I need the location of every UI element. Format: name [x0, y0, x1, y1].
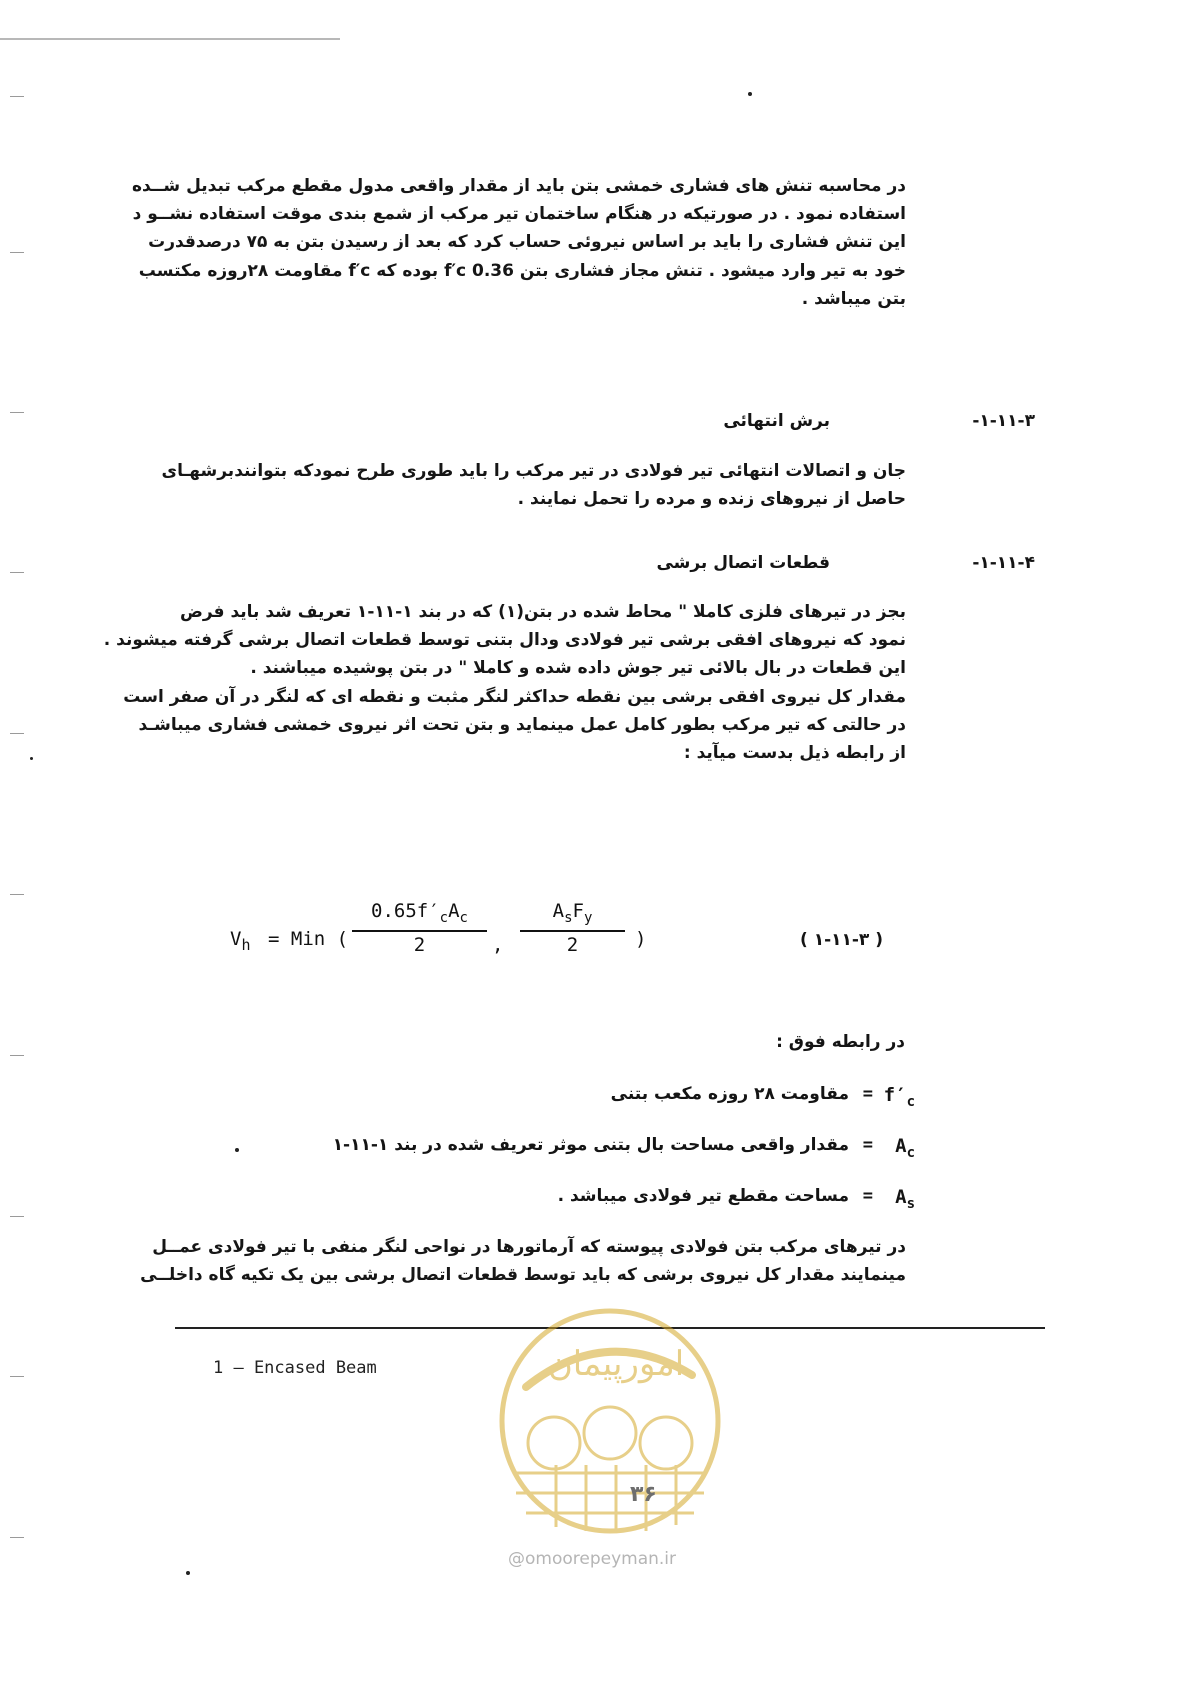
- text-line: جان و اتصالات انتهائی تیر فولادی در تیر مرکب را باید طوری طرح نمودکه بتوانندبرشهـای: [161, 461, 906, 481]
- text-line: مینمایند مقدار کل نیروی برشی که باید توسط قطعات اتصال برشی بین یک تکیه گاه داخلــی: [140, 1265, 906, 1286]
- text-line: در حالتی که تیر مرکب بطور کامل عمل مینماید و بتن تحت اثر نیروی خمشی فشاری میباشـد: [138, 714, 906, 735]
- equation-fraction-steel: $A_sF_y$ 2: [520, 900, 625, 956]
- definition-text: مساحت مقطع تیر فولادی میباشد .: [557, 1186, 849, 1206]
- watermark: @omoorepeyman.ir: [508, 1549, 677, 1569]
- equation-close-paren: ): [635, 928, 647, 950]
- text-line: از رابطه ذیل بدست میآید :: [683, 743, 906, 764]
- scan-speck: [748, 92, 752, 96]
- margin-mark: [10, 412, 24, 413]
- equation-comma: ,: [492, 934, 504, 956]
- margin-mark: [10, 1537, 24, 1538]
- footnote: 1 — Encased Beam: [213, 1358, 377, 1378]
- text-line: این تنش فشاری را باید بر اساس نیروئی حساب کرد که بعد از رسیدن بتن به ۷۵ درصدقدرت: [148, 232, 906, 253]
- margin-mark: [10, 1055, 24, 1056]
- section-title: قطعات اتصال برشی: [656, 553, 830, 573]
- text-line: در تیرهای مرکب بتن فولادی پیوسته که آرماتورها در نواحی لنگر منفی با تیر فولادی عمــل: [152, 1237, 906, 1257]
- text-line: نمود که نیروهای افقی برشی تیر فولادی ودال بتنی توسط قطعات اتصال برشی گرفته میشوند .: [103, 630, 906, 651]
- stamp-text: امورپیمان: [547, 1344, 685, 1384]
- scan-speck: [186, 1571, 190, 1575]
- text-line: مقدار کل نیروی افقی برشی بین نقطه حداکثر لنگر مثبت و نقطه ای که لنگر در آن صفر است: [123, 686, 906, 707]
- section-number: ۱-۱۱-۴-: [972, 553, 1035, 573]
- text-line: استفاده نمود . در صورتیکه در هنگام ساختمان تیر مرکب از شمع بندی موقت استفاده نشــو د: [132, 204, 906, 225]
- omoore-peyman-stamp: [496, 1305, 724, 1537]
- symbol-ac: $A_c$: [895, 1135, 915, 1161]
- symbol-fc: $f'_c$: [883, 1084, 915, 1110]
- section-number: ۱-۱۱-۳-: [972, 411, 1035, 431]
- margin-mark: [10, 252, 24, 253]
- definitions-intro: در رابطه فوق :: [776, 1032, 905, 1052]
- margin-mark: [10, 96, 24, 97]
- text-line: بتن میباشد .: [801, 288, 906, 309]
- definition-fc: $f'_c$ = مقاومت ۲۸ روزه مکعب بتنی: [610, 1084, 915, 1110]
- paragraph-web-connections: [161, 457, 906, 513]
- text-line: در محاسبه تنش های فشاری خمشی بتن باید از مقدار واقعی مدول مقطع مرکب تبدیل شــده: [131, 176, 906, 196]
- text-line: خود به تیر وارد میشود . تنش مجاز فشاری بتن 0.36 f′c بوده که f′c مقاومت ۲۸روزه مکتسب: [138, 260, 906, 281]
- text-line: حاصل از نیروهای زنده و مرده را تحمل نمایند .: [517, 489, 906, 510]
- margin-mark: [10, 1216, 24, 1217]
- text-line: این قطعات در بال بالائی تیر جوش داده شده و کاملا " در بتن پوشیده میباشند .: [250, 658, 906, 679]
- equation-fraction-concrete: $0.65f'_cA_c$ 2: [352, 900, 487, 956]
- paragraph-horizontal-shear: [103, 598, 906, 767]
- equation-reference: ( ۱-۱۱-۳ ): [800, 930, 883, 950]
- text-line: بجز در تیرهای فلزی کاملا " محاط شده در بتن(۱) که در بند ۱-۱۱-۱ تعریف شد باید فرض: [179, 602, 906, 622]
- margin-mark: [10, 733, 24, 734]
- definition-as: $A_s$ = مساحت مقطع تیر فولادی میباشد .: [557, 1186, 915, 1212]
- equation-lhs: $V_h$: [230, 928, 251, 954]
- equation-min-operator: = Min (: [268, 928, 349, 950]
- section-heading-end-shear: [175, 411, 1035, 441]
- page-number: ۳۶: [630, 1482, 657, 1507]
- definition-text: مقدار واقعی مساحت بال بتنی موثر تعریف شده در بند ۱-۱۱-۱: [332, 1135, 849, 1155]
- section-heading-shear-connectors: [175, 553, 1035, 583]
- margin-mark: [10, 572, 24, 573]
- scan-speck: [30, 757, 33, 760]
- margin-mark: [10, 894, 24, 895]
- symbol-as: $A_s$: [895, 1186, 915, 1212]
- paragraph-continuous-beams: [140, 1233, 906, 1289]
- definition-text: مقاومت ۲۸ روزه مکعب بتنی: [610, 1084, 849, 1104]
- section-title: برش انتهائی: [723, 411, 830, 431]
- margin-mark: [10, 1376, 24, 1377]
- scan-edge-artifact: [0, 38, 340, 40]
- paragraph-concrete-stress: [131, 172, 906, 313]
- definition-ac: $A_c$ = مقدار واقعی مساحت بال بتنی موثر تعریف شده در بند ۱-۱۱-۱: [332, 1135, 915, 1161]
